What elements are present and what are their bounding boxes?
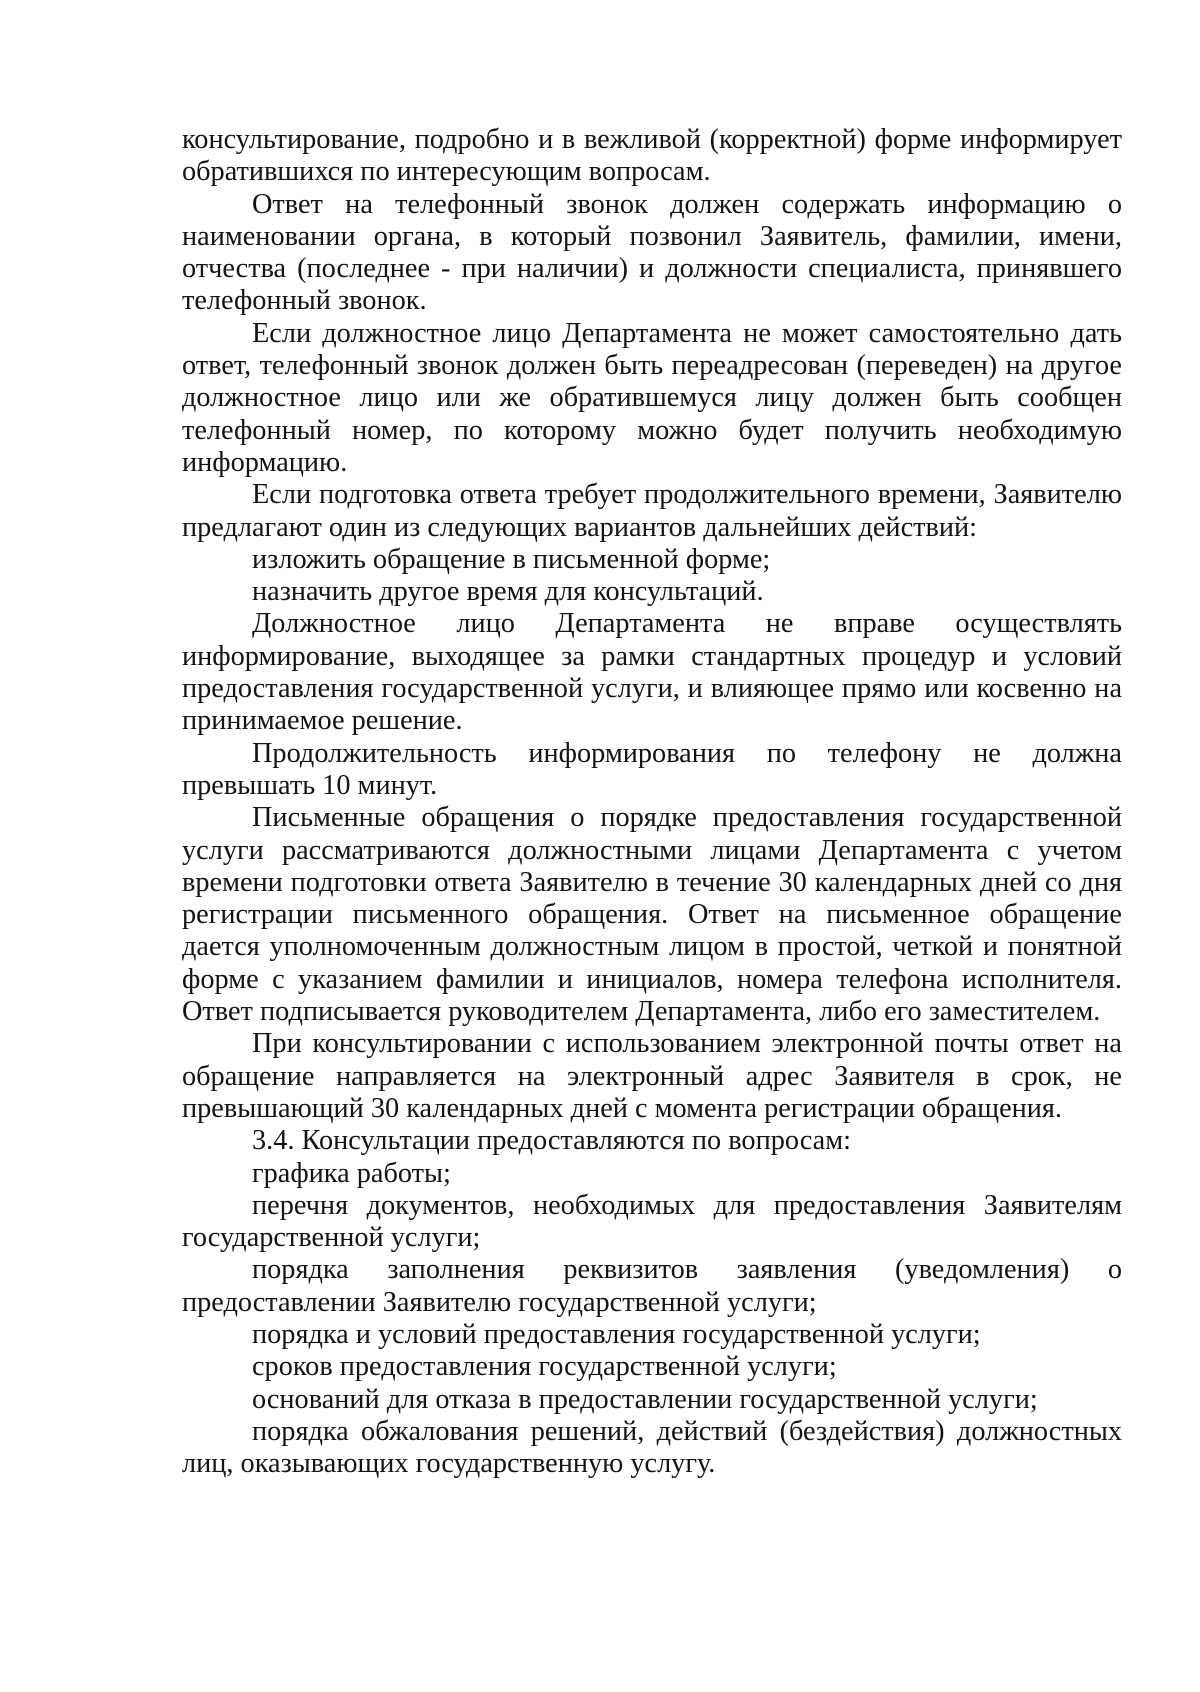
list-item-appeal: порядка обжалования решений, действий (бездействия) должностных лиц, оказывающих государственную услугу. xyxy=(182,1415,1122,1480)
list-item-refusal-grounds: оснований для отказа в предоставлении государственной услуги; xyxy=(252,1383,1038,1415)
list-item-written-form: изложить обращение в письменной форме; xyxy=(252,543,771,575)
list-item-terms: сроков предоставления государственной услуги; xyxy=(252,1351,837,1383)
list-item-other-time: назначить другое время для консультаций. xyxy=(252,576,764,608)
list-item-form-filling: порядка заполнения реквизитов заявления (уведомления) о предоставлении Заявителю государственной услуги; xyxy=(182,1254,1122,1318)
paragraph-email-consulting: При консультировании с использованием электронной почты ответ на обращение направляется на электронный адрес Заявителя в срок, не превышающий 30 календарных дней с момента регистрации обращения. xyxy=(182,1028,1122,1124)
paragraph-informing-limits: Должностное лицо Департамента не вправе осуществлять информирование, выходящее за рамки стандартных процедур и условий предоставления государственной услуги, и влияющее прямо или косвенно на принимаемое решение. xyxy=(182,608,1122,737)
paragraph-call-redirect: Если должностное лицо Департамента не может самостоятельно дать ответ, телефонный звонок должен быть переадресован (переведен) на другое должностное лицо или же обратившемуся лицу должен быть сообщен телефонный номер, по которому можно будет получить необходимую информацию. xyxy=(182,317,1122,478)
list-item-documents: перечня документов, необходимых для предоставления Заявителям государственной услуги; xyxy=(182,1189,1122,1254)
paragraph-continuation: консультирование, подробно и в вежливой (корректной) форме информирует обратившихся по интересующим вопросам. xyxy=(182,124,1122,188)
paragraph-written-requests: Письменные обращения о порядке предоставления государственной услуги рассматриваются должностными лицами Департамента с учетом времени подготовки ответа Заявителю в течение 30 календарных дней со дня регистрации письменного обращения. Ответ на письменное обращение дается уполномоченным должностным лицом в простой, четкой и понятной форме с указанием фамилии и инициалов, номера телефона исполнителя. Ответ подписывается руководителем Департамента, либо его заместителем. xyxy=(182,802,1122,1028)
paragraph-call-duration: Продолжительность информирования по телефону не должна превышать 10 минут. xyxy=(182,737,1122,801)
paragraph-phone-answer-content: Ответ на телефонный звонок должен содержать информацию о наименовании органа, в который позвонил Заявитель, фамилии, имени, отчества (последнее - при наличии) и должности специалиста, принявшего телефонный звонок. xyxy=(182,188,1122,317)
section-heading-3-4: 3.4. Консультации предоставляются по вопросам: xyxy=(252,1125,851,1157)
paragraph-long-preparation: Если подготовка ответа требует продолжительного времени, Заявителю предлагают один из следующих вариантов дальнейших действий: xyxy=(182,479,1122,543)
list-item-schedule: графика работы; xyxy=(252,1157,451,1189)
document-page xyxy=(182,124,1122,1480)
list-item-conditions: порядка и условий предоставления государственной услуги; xyxy=(252,1318,981,1350)
